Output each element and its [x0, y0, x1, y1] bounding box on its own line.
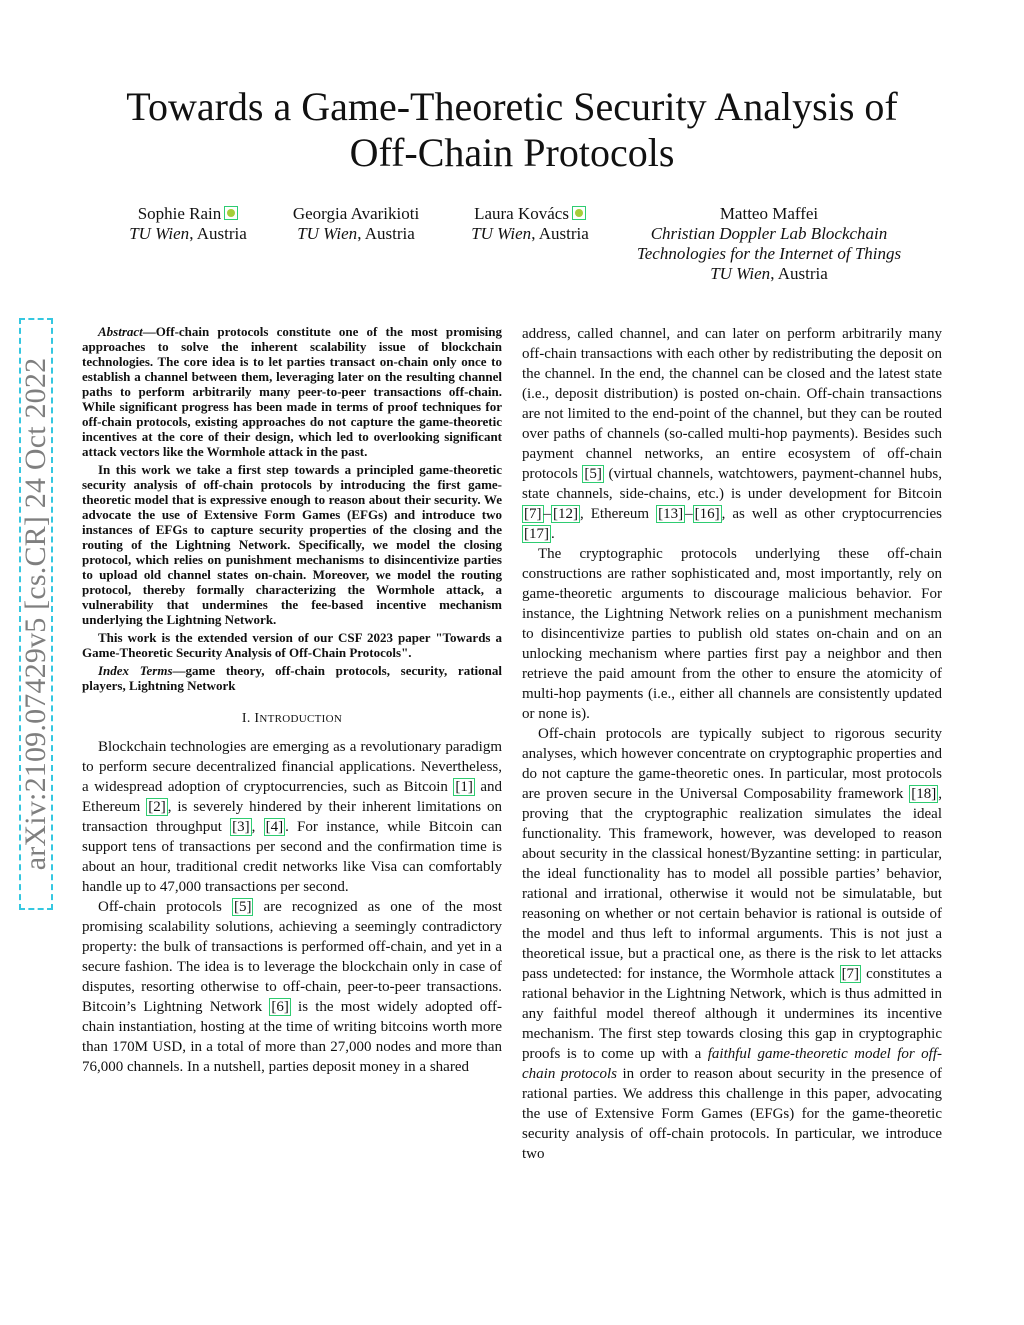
abstract-paragraph-3: This work is the extended version of our CSF 2023 paper "Towards a Game-Theoretic Security Analysis of Off-Chain Protocols".	[82, 630, 502, 660]
index-terms-label: Index Terms	[98, 663, 173, 678]
author-affiliation: TU Wien, Austria	[297, 224, 415, 243]
author-laura-kovacs	[458, 204, 602, 244]
orcid-icon[interactable]	[224, 206, 238, 220]
abstract-paragraph-2: In this work we take a first step towards a principled game-theoretic security analysis of off-chain protocols by introducing the first game-theoretic model that is expressive enough to reason about their security. We advocate the use of Extensive Form Games (EFGs) and introduce two instances of EFGs to capture security properties of the closing and the routing of the Lightning Network. Specifically, we model the closing protocol, which relies on punishment mechanisms to disincentivize parties to upload old channel states on-chain. Moreover, we model the routing protocol, thereby formally characterizing the Wormhole attack, a vulnerability that undermines the fee-based incentive mechanism underlying the Lightning Network.	[82, 462, 502, 627]
title-line-1: Towards a Game-Theoretic Security Analysis of	[126, 84, 898, 129]
citation-link[interactable]: [5]	[584, 466, 602, 482]
author-name: Matteo Maffei	[719, 204, 819, 223]
intro-paragraph-1: Blockchain technologies are emerging as a revolutionary paradigm to perform secure decentralized financial applications. Nevertheless, a widespread adoption of cryptocurrencies, such as Bitcoin [1] and Ethereum [2] , is severely hindered by their inherent limitations on transaction throughput [3] , [4] . For instance, while Bitcoin can support tens of transactions per second and the confirmation time is about an hour, traditional credit networks like Visa can comfortably handle up to 47,000 transactions per second.	[82, 739, 502, 895]
citation-link[interactable]: [1]	[455, 779, 473, 795]
citation-link[interactable]: [16]	[694, 506, 720, 522]
section-heading-introduction: I. INTRODUCTION	[241, 711, 343, 726]
citation-link[interactable]: [18]	[911, 786, 937, 802]
left-column	[82, 324, 502, 1077]
author-name: Laura Kovács	[474, 204, 569, 223]
author-affiliation-line-1: Christian Doppler Lab Blockchain	[650, 224, 888, 243]
citation-link[interactable]: [2]	[148, 799, 166, 815]
citation-link[interactable]: [17]	[524, 526, 549, 542]
author-affiliation-line-2: Technologies for the Internet of Things	[636, 244, 902, 263]
intro-paragraph-3: The cryptographic protocols underlying these off-chain constructions are rather sophisticated and, most importantly, rely on game-theoretic arguments to discourage malicious behavior. For instance, the Lightning Network relies on a punishment mechanism to disincentivize parties to publish old states on-chain and on an unlocking mechanism where parties first pay a neighbor and then retrieve the paid amount from the other to ensure the atomicity of multi-hop payments (i.e., either all channels are consistently updated or none is).	[522, 546, 942, 722]
right-column	[522, 324, 942, 1164]
author-affiliation: TU Wien, Austria	[471, 224, 589, 243]
abstract-paragraph-1: Abstract—Off-chain protocols constitute one of the most promising approaches to solve the inherent scalability issue of blockchain technologies. The core idea is to let parties transact on-chain only once to establish a channel between them, leveraging later on the resulting channel paths to perform arbitrarily many peer-to-peer transactions off-chain. While significant progress has been made in terms of proof techniques for off-chain protocols, existing approaches do not capture the game-theoretic incentives at the core of their design, which led to overlooking significant attack vectors like the Wormhole attack in the past.	[82, 324, 502, 459]
citation-link[interactable]: [6]	[271, 999, 289, 1015]
intro-paragraph-2: Off-chain protocols [5] are recognized as one of the most promising scalability solutions, achieving a seemingly contradictory property: the bulk of transactions is performed off-chain, and yet in a secure fashion. The idea is to leverage the blockchain only in case of disputes, resorting otherwise to off-chain, peer-to-peer transactions. Bitcoin’s Lightning Network [6] is the most widely adopted off-chain instantiation, hosting at the time of writing bitcoins worth more than 170M USD, in a total of more than 27,000 nodes and more than 76,000 channels. In a nutshell, parties deposit money in a shared	[82, 899, 503, 1075]
abstract-label: Abstract	[98, 324, 143, 339]
author-name: Sophie Rain	[137, 204, 222, 223]
citation-link[interactable]: [7]	[841, 966, 860, 982]
author-affiliation: TU Wien, Austria	[129, 224, 247, 243]
index-terms: Index Terms—game theory, off-chain protocols, security, rational players, Lightning Network	[82, 663, 502, 693]
arxiv-identifier-stamp[interactable]	[19, 318, 53, 910]
intro-paragraph-4: Off-chain protocols are typically subject to rigorous security analyses, which however concentrate on cryptographic properties and do not capture the game-theoretic ones. In particular, most protocols are proven secure in the Universal Composability framework [18] , proving that the cryptographic realization simulates the ideal functionality. This framework, however, was developed to reason about security in the classical honest/Byzantine setting: in particular, the ideal functionality has to model all possible parties’ behavior, rational and irrational, otherwise it would not be simulatable, but reasoning on whether or not certain behavior is rational is outside of the model and thus left to informal arguments. This is not just a theoretical issue, but a practical one, as there is the risk to let attacks pass undetected: for instance, the Wormhole attack [7] constitutes a rational behavior in the Lightning Network, which is thus admitted in any faithful model thereof although it undermines its incentive mechanism. The first step towards closing this gap in cryptographic proofs is to come up with a faithful game-theoretic model for off-chain protocols in order to reason about security in the presence of rational parties. We address this challenge in this paper, advocating the use of Extensive Form Games (EFGs) for the game-theoretic security analysis of off-chain protocols. In particular, we introduce two	[522, 726, 942, 1162]
intro-paragraph-continued: address, called channel, and can later on perform arbitrarily many off-chain transactions with each other by redistributing the deposit on the channel. In the end, the channel can be closed and the latest state (i.e., deposit distribution) is posted on-chain. Off-chain transactions are not limited to the end-point of the channel, but they can be routed over paths of channels (so-called multi-hop payments). Besides such payment channel networks, an entire ecosystem of off-chain protocols [5] (virtual channels, watchtowers, payment-channel hubs, state channels, side-chains, etc.) is under development for Bitcoin [7] – [12] , Ethereum [13] – [16] , as well as other cryptocurrencies [17] .	[522, 326, 942, 542]
citation-link[interactable]: [4]	[265, 819, 284, 835]
author-name: Georgia Avarikioti	[292, 204, 420, 223]
title-line-2: Off-Chain Protocols	[349, 130, 675, 175]
citation-link[interactable]: [5]	[233, 899, 252, 915]
abstract	[82, 324, 502, 693]
arxiv-identifier-text: arXiv:2109.07429v5 [cs.CR] 24 Oct 2022	[19, 357, 52, 871]
author-georgia-avarikioti	[276, 204, 436, 244]
author-affiliation-line-3: TU Wien, Austria	[710, 264, 828, 283]
paper-title	[90, 84, 934, 176]
citation-link[interactable]: [13]	[658, 506, 684, 522]
emphasized-phrase: faithful game-theoretic model for off-chain protocols	[522, 1046, 942, 1082]
citation-link[interactable]: [12]	[553, 506, 578, 522]
citation-link[interactable]: [3]	[232, 819, 250, 835]
author-matteo-maffei	[622, 204, 916, 284]
author-sophie-rain	[118, 204, 258, 244]
citation-link[interactable]: [7]	[524, 506, 542, 522]
orcid-icon[interactable]	[572, 206, 586, 220]
